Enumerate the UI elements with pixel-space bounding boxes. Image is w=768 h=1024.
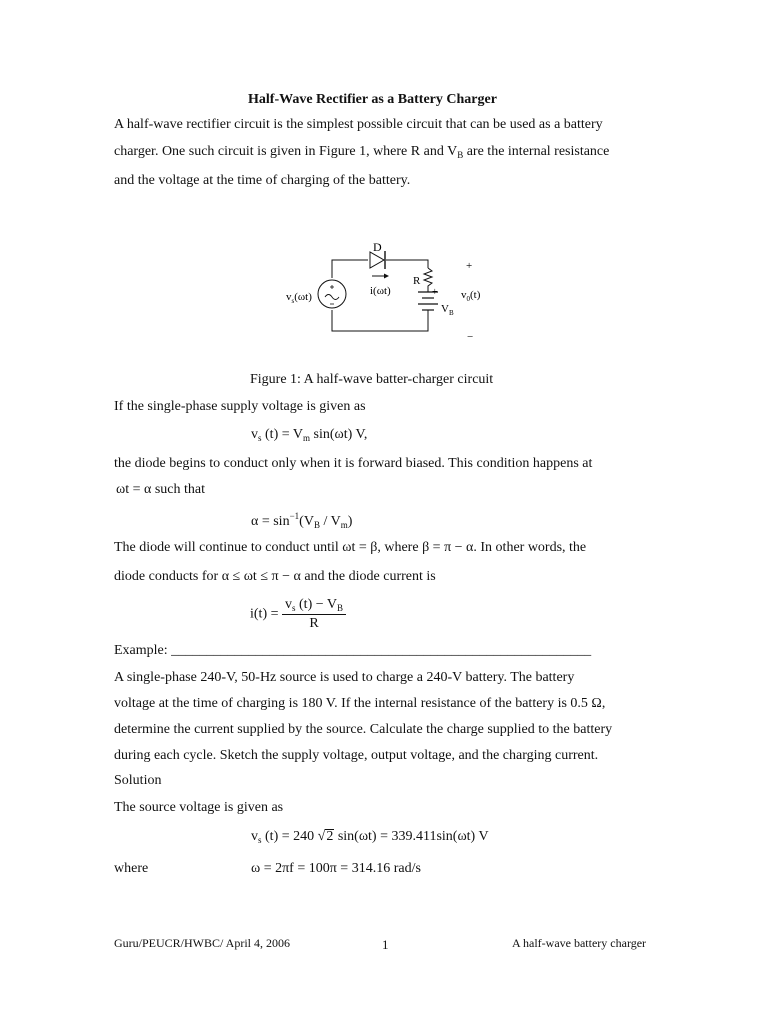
vb-symbol: V (447, 144, 458, 159)
intro-line-3: and the voltage at the time of charging of the battery. (114, 173, 411, 188)
eq2-b: (V (299, 514, 314, 529)
equation-alpha (251, 511, 352, 530)
example-line-2: voltage at the time of charging is 180 V. If the internal resistance of the battery is 0.5 Ω, (114, 696, 606, 711)
example-heading: Example: ____________________________________________________________ (114, 643, 592, 658)
eq1-vm-sub: m (302, 433, 310, 443)
conducts-line (114, 569, 436, 585)
cont-eq-beta: ωt = β (342, 540, 378, 555)
eq3-num-sub1: s (292, 603, 296, 613)
circuit-diagram (280, 228, 500, 358)
where-label: where (114, 861, 149, 876)
eq4-lhs: v (251, 829, 258, 844)
solution-heading: Solution (114, 773, 162, 788)
eq2-a: α = sin (251, 514, 290, 529)
sqrt-symbol: √ (317, 829, 326, 844)
intro-line-2-text-a: charger. One such circuit is given in Figure 1, where R and (114, 144, 448, 159)
conducts-eq: α ≤ ωt ≤ π − α (221, 569, 301, 584)
conducts-text-a: diode conducts for (114, 569, 222, 584)
alpha-condition (116, 482, 205, 498)
footer-left: Guru/PEUCR/HWBC/ April 4, 2006 (114, 936, 291, 950)
output-minus-label: − (467, 331, 474, 343)
eq3-num-a: v (285, 597, 292, 612)
cont-eq-beta-def: β = π − α (422, 540, 474, 555)
diode-condition-text: the diode begins to conduct only when it is forward biased. This condition happens at (114, 456, 593, 471)
example-line-4: during each cycle. Sketch the supply voltage, output voltage, and the charging current. (114, 748, 599, 763)
eq4-b: sin(ωt) = 339.411sin(ωt) V (334, 829, 489, 844)
intro-line-2 (114, 144, 609, 160)
conducts-text-b: and the diode current is (300, 569, 436, 584)
eq2-sub2: m (340, 520, 348, 530)
footer-right: A half-wave battery charger (512, 936, 647, 950)
page-number: 1 (382, 937, 389, 952)
source-label (286, 291, 312, 305)
figure-caption: Figure 1: A half-wave batter-charger circuit (250, 372, 494, 387)
eq3-num-b: (t) − V (295, 597, 337, 612)
source-label-sub: s (291, 297, 295, 305)
output-voltage-label (461, 289, 481, 303)
eq3-numerator (282, 597, 346, 615)
intro-line-1: A half-wave rectifier circuit is the simplest possible circuit that can be used as a battery (114, 117, 603, 132)
eq4-root: 2 (326, 829, 334, 844)
resistor-label: R (413, 275, 421, 287)
eq3-num-sub2: B (336, 603, 343, 613)
example-line-1: A single-phase 240-V, 50-Hz source is used to charge a 240-V battery. The battery (114, 670, 575, 685)
equation-omega: ω = 2πf = 100π = 314.16 rad/s (251, 861, 421, 876)
cont-text-a: The diode will continue to conduct until (114, 540, 343, 555)
example-line-3: determine the current supplied by the source. Calculate the charge supplied to the battery (114, 722, 613, 737)
intro-line-2-text-b: are the internal resistance (463, 144, 610, 159)
cont-text-b: , where (377, 540, 423, 555)
output-plus-label: + (466, 260, 473, 272)
diode-label: D (373, 240, 382, 254)
source-voltage-intro: The source voltage is given as (114, 800, 284, 815)
equation-supply-voltage (251, 427, 367, 443)
output-label-v: v (461, 289, 467, 301)
eq1-lhs-arg: (t) = V (261, 427, 303, 442)
output-label-sub: 0 (466, 295, 470, 303)
equation-current (250, 597, 346, 632)
vb-subscript: B (457, 150, 464, 160)
eq1-lhs: v (251, 427, 258, 442)
eq3-denominator: R (309, 616, 319, 631)
cont-text-c: . In other words, the (473, 540, 587, 555)
eq2-sub1: B (313, 520, 320, 530)
eq2-d: ) (347, 514, 353, 529)
eq1-lhs-sub: s (258, 433, 262, 443)
page-title: Half-Wave Rectifier as a Battery Charger (248, 92, 497, 107)
battery-plus-label: + (432, 287, 438, 298)
such-that-text: such that (151, 482, 205, 497)
battery-label-sub: B (448, 309, 454, 317)
output-label-arg: (t) (470, 289, 481, 301)
source-label-v: v (286, 291, 292, 303)
eq2-sup: −1 (289, 511, 300, 521)
eq4-lhs-sub: s (258, 835, 262, 845)
current-label: i(ωt) (370, 285, 391, 297)
equation-source-voltage (251, 829, 489, 845)
eq2-c: / V (319, 514, 341, 529)
eq3-lhs: i(t) = (250, 606, 282, 622)
wt-alpha-eq: ωt = α (116, 482, 152, 497)
eq3-fraction (282, 597, 346, 632)
supply-intro: If the single-phase supply voltage is given as (114, 399, 366, 414)
battery-label-v: V (441, 303, 449, 315)
eq4-a: (t) = 240 (261, 829, 318, 844)
source-label-arg: (ωt) (294, 291, 312, 303)
eq1-rhs: sin(ωt) V, (310, 427, 368, 442)
continue-conduct-line (114, 540, 586, 556)
